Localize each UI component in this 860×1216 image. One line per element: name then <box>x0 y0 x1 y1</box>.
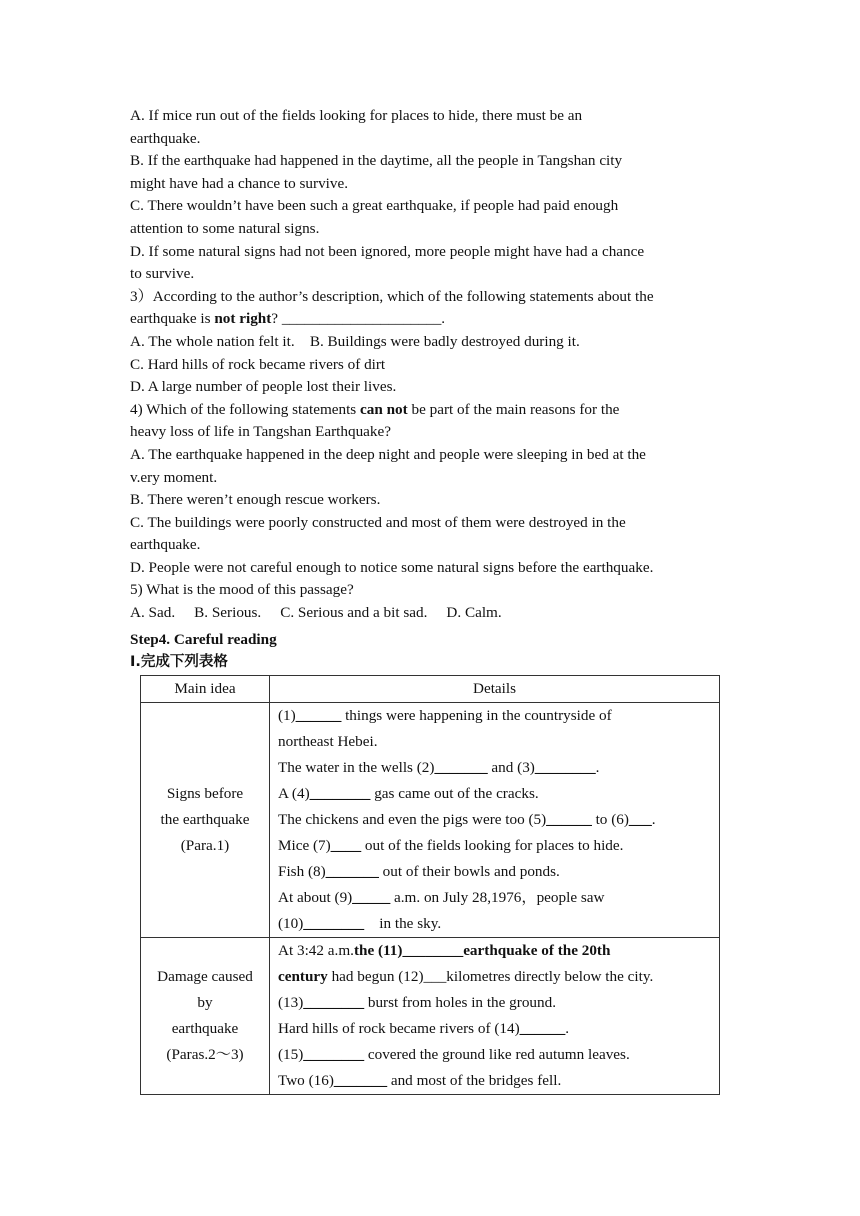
q4-option-line: A. The earthquake happened in the deep night and people were sleeping in bed at the <box>130 445 646 463</box>
q3-answer-blank: ? _____________________. <box>271 310 446 328</box>
q5-stem: 5) What is the mood of this passage? <box>130 581 354 599</box>
detail-line <box>278 755 719 781</box>
answer-blank: ______ <box>546 811 592 828</box>
answer-blank: ________ <box>303 994 365 1011</box>
q4-stem <box>130 399 740 422</box>
detail-text: A (4) <box>278 785 310 802</box>
main-idea-line: earthquake <box>171 1020 239 1037</box>
q2-option-line: C. There wouldn’t have been such a great earthquake, if people had paid enough <box>130 197 619 215</box>
header-details: Details <box>270 676 720 703</box>
q2-option-line: attention to some natural signs. <box>130 219 320 237</box>
detail-text: . <box>651 811 656 828</box>
main-idea-cell <box>141 703 270 938</box>
table-header-row <box>141 676 720 703</box>
question-4 <box>130 399 740 580</box>
detail-line <box>278 807 719 833</box>
detail-text: had begun (12)___kilometres directly below the city. <box>327 968 654 985</box>
detail-text: (13) <box>278 994 304 1011</box>
main-idea-line: (Paras.2～3) <box>166 1046 244 1063</box>
answer-blank: ________ <box>303 1046 365 1063</box>
answer-blank: ____ <box>330 837 362 854</box>
detail-text: Hard hills of rock became rivers of (14) <box>278 1020 520 1037</box>
detail-text: covered the ground like red autumn leaves. <box>364 1046 630 1063</box>
q3-stem-2 <box>130 308 740 331</box>
details-cell <box>270 703 720 938</box>
q2-options <box>130 105 740 286</box>
detail-line <box>278 703 719 729</box>
detail-text: . <box>595 759 600 776</box>
worksheet-body <box>130 105 740 674</box>
detail-line <box>278 781 719 807</box>
q2-option-line: A. If mice run out of the fields looking for places to hide, there must be an <box>130 107 583 124</box>
main-idea-line: Signs before <box>166 785 244 802</box>
q5-options: A. Sad. B. Serious. C. Serious and a bit sad. D. Calm. <box>130 604 502 622</box>
q3-emphasis: not right <box>214 310 272 328</box>
detail-text: Two (16) <box>278 1072 334 1089</box>
answer-blank: ______ <box>295 707 342 724</box>
q2-option-line: earthquake. <box>130 129 201 147</box>
detail-text: (10) <box>278 915 304 932</box>
detail-text: At about (9) <box>278 889 353 906</box>
detail-text: At 3:42 a.m. <box>278 942 354 959</box>
detail-text: (15) <box>278 1046 304 1063</box>
detail-text: out of their bowls and ponds. <box>378 863 560 880</box>
detail-line <box>278 1016 719 1042</box>
main-idea-line: by <box>197 994 213 1011</box>
question-3 <box>130 286 740 399</box>
detail-line <box>278 885 719 911</box>
header-main-idea: Main idea <box>141 676 270 703</box>
q3-text: earthquake is <box>130 310 215 328</box>
answer-blank: ___ <box>628 811 652 828</box>
detail-text: Mice (7) <box>278 837 331 854</box>
q4-text-2: be part of the main reasons for the <box>407 400 620 418</box>
answer-blank: _____ <box>352 889 391 906</box>
detail-text: a.m. on July 28,1976，people saw <box>390 889 605 906</box>
q4-option-line: D. People were not careful enough to notice some natural signs before the earthquake. <box>130 558 654 576</box>
q2-option-line: B. If the earthquake had happened in the daytime, all the people in Tangshan city <box>130 152 623 170</box>
detail-text: (1) <box>278 707 296 724</box>
detail-bold-text: century <box>278 968 328 985</box>
answer-blank: ________ <box>303 915 365 932</box>
detail-line <box>278 990 719 1016</box>
question-5 <box>130 579 740 624</box>
detail-text: The water in the wells (2) <box>278 759 435 776</box>
main-idea-line: Damage caused <box>157 968 253 985</box>
main-idea-line: (Para.1) <box>180 837 230 854</box>
q4-option-line: earthquake. <box>130 536 201 554</box>
detail-text: and (3) <box>487 759 535 776</box>
q4-stem-2: heavy loss of life in Tangshan Earthquake? <box>130 423 391 441</box>
answer-blank: ________ <box>309 785 371 802</box>
detail-bold-text: the (11)________earthquake of the 20th <box>353 942 611 959</box>
detail-text: burst from holes in the ground. <box>364 994 556 1011</box>
detail-line <box>278 859 719 885</box>
detail-text: . <box>565 1020 570 1037</box>
q4-option-line: B. There weren’t enough rescue workers. <box>130 491 381 509</box>
detail-line <box>278 1068 719 1094</box>
answer-blank: ______ <box>519 1020 566 1037</box>
q3-option-line: A. The whole nation felt it. B. Buildings were badly destroyed during it. <box>130 332 580 350</box>
q4-text: 4) Which of the following statements <box>130 400 361 418</box>
main-idea-line: the earthquake <box>160 811 250 828</box>
answer-blank: _______ <box>325 863 379 880</box>
q2-option-line: D. If some natural signs had not been ignored, more people might have had a chance <box>130 242 645 260</box>
detail-text: Fish (8) <box>278 863 326 880</box>
detail-text: in the sky. <box>364 915 442 932</box>
q2-option-line: to survive. <box>130 265 195 283</box>
detail-line <box>278 938 719 964</box>
q2-option-line: might have had a chance to survive. <box>130 174 349 192</box>
detail-text: to (6) <box>591 811 629 828</box>
detail-line <box>278 1042 719 1068</box>
answer-blank: _______ <box>333 1072 388 1089</box>
detail-line <box>278 911 719 937</box>
table-row <box>141 703 720 938</box>
q3-stem: 3）According to the author’s description, which of the following statements about the <box>130 287 654 305</box>
detail-text: things were happening in the countryside of <box>341 707 612 724</box>
detail-line <box>278 964 719 990</box>
section-heading: I.完成下列表格 <box>130 654 228 671</box>
q3-option-line: D. A large number of people lost their lives. <box>130 378 397 396</box>
detail-line <box>278 729 719 755</box>
answer-blank: ________ <box>534 759 596 776</box>
detail-line <box>278 833 719 859</box>
careful-reading-table <box>140 675 720 1095</box>
q4-option-line: C. The buildings were poorly constructed and most of them were destroyed in the <box>130 513 626 531</box>
details-cell <box>270 938 720 1095</box>
step4-heading: Step4. Careful reading <box>130 630 277 648</box>
q4-option-line: v.ery moment. <box>130 468 218 486</box>
detail-text: The chickens and even the pigs were too (5) <box>278 811 547 828</box>
answer-blank: _______ <box>434 759 488 776</box>
q3-option-line: C. Hard hills of rock became rivers of dirt <box>130 355 386 373</box>
detail-text: gas came out of the cracks. <box>370 785 539 802</box>
detail-text: and most of the bridges fell. <box>387 1072 562 1089</box>
main-idea-cell <box>141 938 270 1095</box>
detail-text: out of the fields looking for places to hide. <box>361 837 624 854</box>
table-row <box>141 938 720 1095</box>
detail-text: northeast Hebei. <box>278 733 378 750</box>
q4-emphasis: can not <box>360 400 408 418</box>
